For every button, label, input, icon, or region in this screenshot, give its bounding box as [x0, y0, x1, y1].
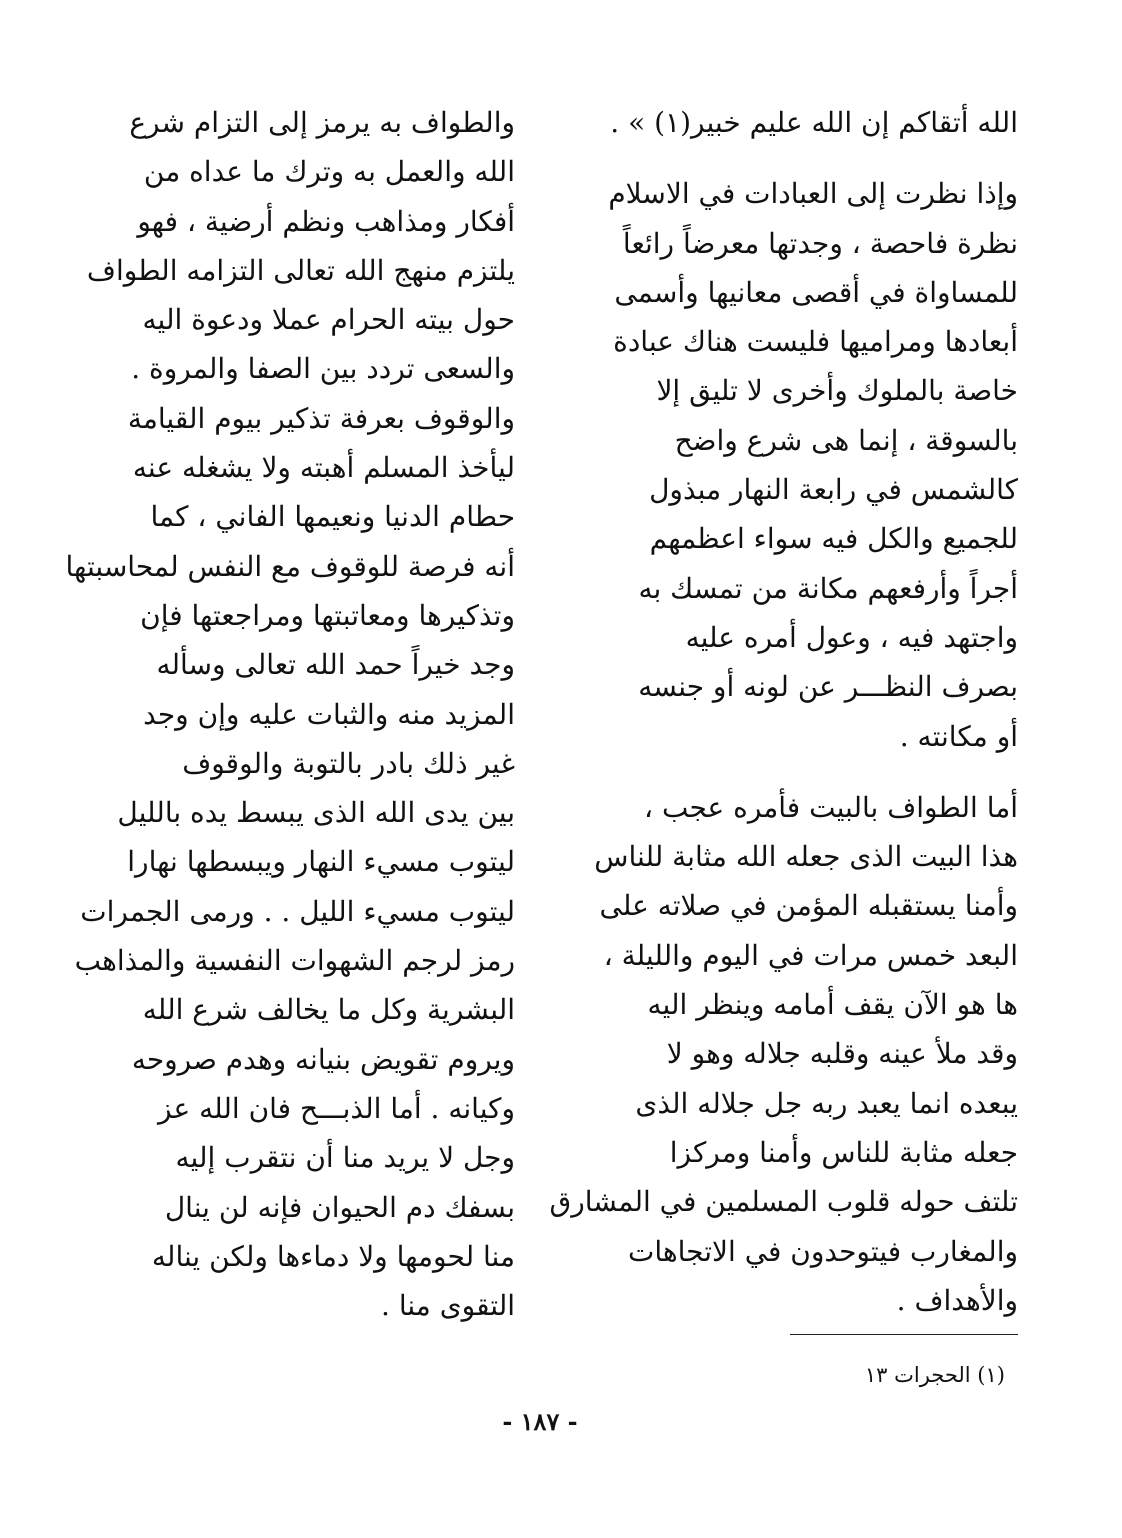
text-line: والمغارب فيتوحدون في الاتجاهات: [627, 1234, 1018, 1268]
text-line: وأمنا يستقبله المؤمن في صلاته على: [599, 889, 1018, 923]
text-line: تلتف حوله قلوب المسلمين في المشارق: [549, 1185, 1018, 1219]
footnote: (١) الحجرات ١٣: [864, 1363, 1005, 1387]
text-line: والوقوف بعرفة تذكير بيوم القيامة: [127, 401, 515, 435]
text-line: أفكار ومذاهب ونظم أرضية ، فهو: [137, 204, 515, 238]
text-line: الله والعمل به وترك ما عداه من: [143, 155, 515, 189]
text-line: ليتوب مسيء الليل . . ورمى الجمرات: [80, 894, 515, 928]
text-line: بالسوقة ، إنما هى شرع واضح: [674, 423, 1018, 457]
text-line: البعد خمس مرات في اليوم والليلة ،: [603, 938, 1018, 972]
text-line: للجميع والكل فيه سواء اعظمهم: [649, 522, 1018, 556]
text-line: بين يدى الله الذى يبسط يده بالليل: [117, 796, 515, 830]
text-line: منا لحومها ولا دماءها ولكن يناله: [151, 1239, 515, 1273]
text-line: البشرية وكل ما يخالف شرع الله: [142, 993, 515, 1027]
text-line: والأهداف .: [896, 1283, 1018, 1317]
paragraph: [600, 98, 1018, 147]
text-line: والسعى تردد بين الصفا والمروة .: [131, 352, 515, 386]
page-number: - ١٨٧ -: [502, 1407, 578, 1436]
text-line: وجل لا يريد منا أن نتقرب إليه: [175, 1141, 515, 1175]
text-line: التقوى منا .: [381, 1289, 515, 1323]
text-line: نظرة فاحصة ، وجدتها معرضاً رائعاً: [622, 226, 1018, 260]
text-line: أو مكانته .: [899, 719, 1018, 753]
text-line: وكيانه . أما الذبـــح فان الله عز: [158, 1091, 515, 1125]
text-line: خاصة بالملوك وأخرى لا تليق إلا: [656, 374, 1018, 408]
text-line: ها هو الآن يقف أمامه وينظر اليه: [647, 988, 1018, 1022]
text-line: أنه فرصة للوقوف مع النفس لمحاسبتها: [65, 549, 515, 583]
text-line: وجد خيراً حمد الله تعالى وسأله: [156, 648, 515, 682]
left-column: [65, 98, 515, 1330]
text-line: بصرف النظـــر عن لونه أو جنسه: [638, 670, 1018, 704]
right-column: [549, 98, 1018, 1325]
text-line: حول بيته الحرام عملا ودعوة اليه: [142, 303, 515, 337]
text-line: للمساواة في أقصى معانيها وأسمى: [614, 275, 1018, 309]
text-line: رمز لرجم الشهوات النفسية والمذاهب: [74, 944, 515, 978]
footnote-divider: [790, 1334, 1018, 1335]
text-line: غير ذلك بادر بالتوبة والوقوف: [182, 746, 515, 780]
text-line: ليأخذ المسلم أهبته ولا يشغله عنه: [132, 451, 515, 485]
text-line: ليتوب مسيء النهار ويبسطها نهارا: [127, 845, 515, 879]
text-line: يلتزم منهج الله تعالى التزامه الطواف: [86, 253, 515, 287]
paragraph: [549, 783, 1018, 1325]
text-line: جعله مثابة للناس وأمنا ومركزا: [669, 1135, 1018, 1169]
text-line: يبعده انما يعبد ربه جل جلاله الذى: [635, 1086, 1018, 1120]
text-line: والطواف به يرمز إلى التزام شرع: [129, 106, 515, 139]
text-line: كالشمس في رابعة النهار مبذول: [649, 473, 1018, 507]
text-line: هذا البيت الذى جعله الله مثابة للناس: [594, 840, 1018, 874]
text-line: وإذا نظرت إلى العبادات في الاسلام: [608, 177, 1018, 211]
text-line: واجتهد فيه ، وعول أمره عليه: [685, 620, 1018, 654]
text-line: أما الطواف بالبيت فأمره عجب ،: [644, 790, 1018, 824]
text-line: وقد ملأ عينه وقلبه جلاله وهو لا: [666, 1037, 1018, 1071]
text-line: أبعادها ومراميها فليست هناك عبادة: [613, 325, 1018, 359]
text-line: المزيد منه والثبات عليه وإن وجد: [143, 697, 515, 731]
paragraph: [600, 169, 1018, 761]
text-line: أجراً وأرفعهم مكانة من تمسك به: [638, 571, 1018, 605]
text-line: وتذكيرها ومعاتبتها ومراجعتها فإن: [140, 598, 515, 632]
text-line: الله أتقاكم إن الله عليم خبير(١) » .: [610, 106, 1018, 139]
text-line: ويروم تقويض بنيانه وهدم صروحه: [131, 1042, 515, 1076]
text-line: بسفك دم الحيوان فإنه لن ينال: [164, 1190, 515, 1224]
text-line: حطام الدنيا ونعيمها الفاني ، كما: [150, 500, 515, 534]
